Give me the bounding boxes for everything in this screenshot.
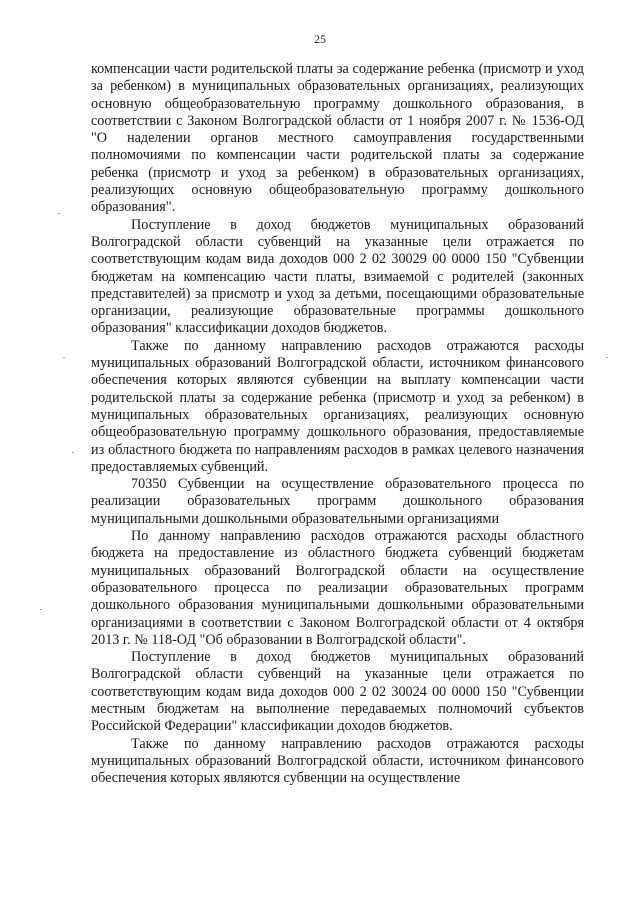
paragraph-expenses-municipal: Также по данному направлению расходов отражаются расходы муниципальных образований Волгоградской области, источником финансового обеспечения которых являются субвенции на осуществление [91,735,584,787]
document-body [91,61,584,787]
paragraph-regional-budget-expenses: По данному направлению расходов отражаются расходы областного бюджета на предоставление из областного бюджета субвенций бюджетам муниципальных образований Волгоградской области на осуществление образовательного процесса по реализации образовательных программ дошкольного образования муниципальными дошкольными образовательными организациями в соответствии с Законом Волгоградской области от 4 октября 2013 г. № 118-ОД "Об образовании в Волгоградской области". [91,528,584,648]
paragraph-continuation: компенсации части родительской платы за содержание ребенка (присмотр и уход за ребенком) в муниципальных образовательных организациях, реализующих основную общеобразовательную программу дошкольного образования, в соответствии с Законом Волгоградской области от 1 ноября 2007 г. № 1536-ОД "О наделении органов местного самоуправления государственными полномочиями по компенсации части родительской платы за содержание ребенка (присмотр и уход за ребенком) в образовательных организациях, реализующих основную общеобразовательную программу дошкольного образования". [91,61,584,216]
scan-speck [72,452,74,453]
scan-speck [40,609,42,610]
paragraph-revenue-30024: Поступление в доход бюджетов муниципальных образований Волгоградской области субвенций на указанные цели отражается по соответствующим кодам вида доходов 000 2 02 30024 00 0000 150 "Субвенции местным бюджетам на выполнение передаваемых полномочий субъектов Российской Федерации" классификации доходов бюджетов. [91,649,584,735]
paragraph-code-70350: 70350 Субвенции на осуществление образовательного процесса по реализации образовательных программ дошкольного образования муниципальными дошкольными образовательными организациями [91,476,584,527]
paragraph-revenue-30029: Поступление в доход бюджетов муниципальных образований Волгоградской области субвенций на указанные цели отражается по соответствующим кодам вида доходов 000 2 02 30029 00 0000 150 "Субвенции бюджетам на компенсацию части платы, взимаемой с родителей (законных представителей) за присмотр и уход за детьми, посещающими образовательные организации, реализующие образовательные программы дошкольного образования" классификации доходов бюджетов. [91,216,584,337]
scan-speck [606,357,608,358]
scan-speck [58,213,60,214]
page-number: 25 [314,32,326,46]
paragraph-expenses-compensation: Также по данному направлению расходов отражаются расходы муниципальных образований Волгоградской области, источником финансового обеспечения которых являются субвенции на выплату компенсации части родительской платы за содержание ребенка (присмотр и уход за ребенком) в муниципальных образовательных организациях, реализующих основную общеобразовательную программу дошкольного образования, предоставляемые из областного бюджета по направлениям расходов в рамках целевого назначения предоставляемых субвенций. [91,337,584,475]
scan-speck [63,357,65,358]
